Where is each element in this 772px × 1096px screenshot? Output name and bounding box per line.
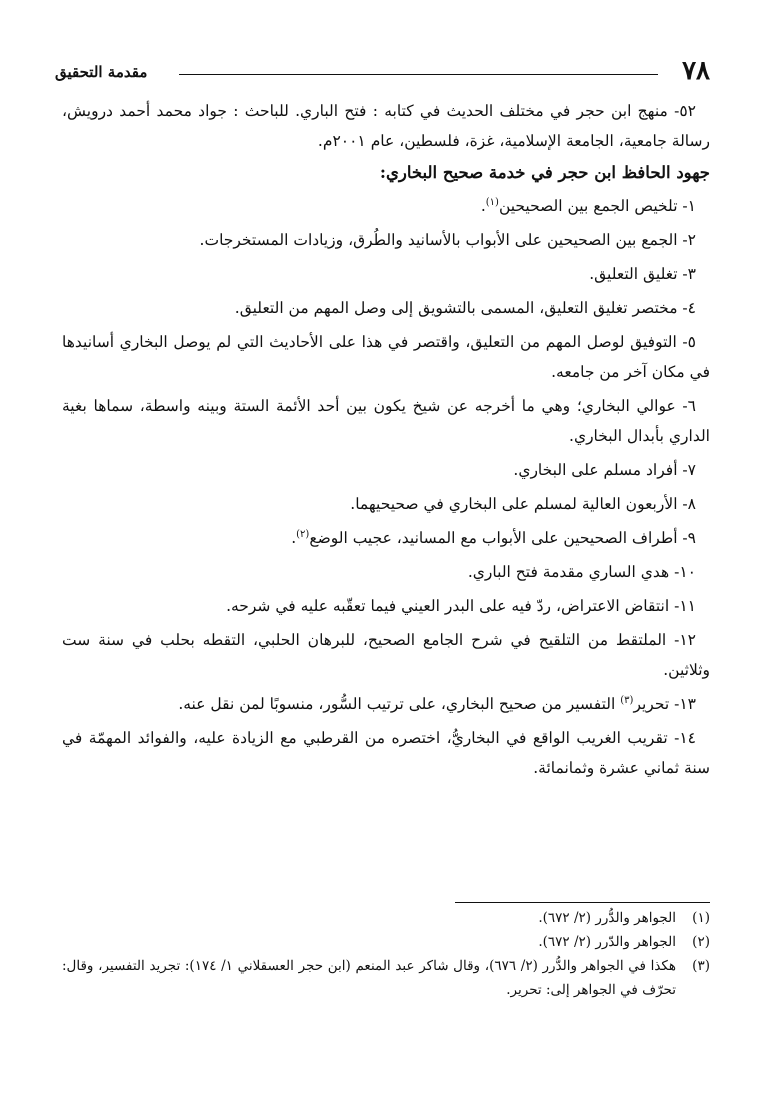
section-heading: جهود الحافظ ابن حجر في خدمة صحيح البخاري: (379, 163, 710, 182)
list-item-text: ١٣- تحرير (633, 695, 696, 713)
footnote-text: الجواهر والدّرر (٢/ ٦٧٢). (538, 934, 676, 950)
footnotes (62, 906, 710, 1002)
page-number: ٧٨ (682, 56, 710, 86)
footnote-text: هكذا في الجواهر والدُّرر (٢/ ٦٧٦)، وقال شاكر عبد المنعم (ابن حجر العسقلاني ١/ ١٧٤): تجريد التفسير، وقال: تحرّف في الجواهر إلى: تحرير. (62, 958, 677, 998)
running-title: مقدمة التحقيق (55, 63, 148, 81)
footnote (62, 906, 710, 930)
footnote (62, 930, 710, 954)
footnote-ref: (١) (485, 196, 499, 208)
list-item (62, 689, 710, 719)
list-item: ٨- الأربعون العالية لمسلم على البخاري في صحيحيهما. (350, 495, 696, 513)
list-item: ٦- عوالي البخاري؛ وهي ما أخرجه عن شيخ يكون بين أحد الأئمة الستة وبينه واسطة، سماها بغية الداري بأبدال البخاري. (62, 397, 710, 445)
list-item-text: ٩- أطراف الصحيحين على الأبواب مع المسانيد، عجيب الوضع (309, 529, 696, 547)
list-item: ١٠- هدي الساري مقدمة فتح الباري. (467, 563, 696, 581)
footnote (62, 954, 710, 1002)
page-body (62, 96, 710, 787)
list-item-tail: . (480, 197, 486, 215)
footnote-mark: (٢) (692, 934, 710, 950)
list-item: ٢- الجمع بين الصحيحين على الأبواب بالأسانيد والطُرق، وزيادات المستخرجات. (199, 231, 696, 249)
header-rule (179, 74, 658, 75)
footnote-ref: (٢) (296, 528, 310, 540)
list-item: ٧- أفراد مسلم على البخاري. (513, 461, 696, 479)
list-item: ١٤- تقريب الغريب الواقع في البخاريُّ، اختصره من القرطبي مع الزيادة عليه، والفوائد المهمّة في سنة ثماني عشرة وثمانمائة. (62, 729, 710, 777)
footnote-text: الجواهر والدُّرر (٢/ ٦٧٢). (538, 910, 676, 926)
list-item: ١١- انتقاض الاعتراض، ردّ فيه على البدر العيني فيما تعقّبه عليه في شرحه. (226, 597, 696, 615)
list-item-tail: . (291, 529, 297, 547)
list-item-text: التفسير من صحيح البخاري، على ترتيب السُّور، منسوبًا لمن نقل عنه. (178, 695, 621, 713)
list-item: ٥- التوفيق لوصل المهم من التعليق، واقتصر في هذا على الأحاديث التي لم يوصل البخاري أسانيدها في مكان آخر من جامعه. (62, 333, 710, 381)
list-item (62, 523, 710, 553)
footnote-mark: (٣) (692, 958, 710, 974)
footnote-mark: (١) (692, 910, 710, 926)
list-item: ٣- تغليق التعليق. (589, 265, 696, 283)
list-item-text: ١- تلخيص الجمع بين الصحيحين (498, 197, 696, 215)
page-header (55, 56, 710, 86)
footnote-ref: (٣) (620, 694, 634, 706)
footnote-rule (455, 902, 710, 903)
list-item (62, 191, 710, 221)
list-item: ٤- مختصر تغليق التعليق، المسمى بالتشويق إلى وصل المهم من التعليق. (234, 299, 696, 317)
paragraph-52: ٥٢- منهج ابن حجر في مختلف الحديث في كتابه : فتح الباري. للباحث : جواد محمد أحمد درويش، رسالة جامعية، الجامعة الإسلامية، غزة، فلسطين، عام ٢٠٠١م. (62, 102, 710, 150)
list-item: ١٢- الملتقط من التلقيح في شرح الجامع الصحيح، للبرهان الحلبي، التقطه بحلب في سنة ست وثلاثين. (62, 631, 710, 679)
